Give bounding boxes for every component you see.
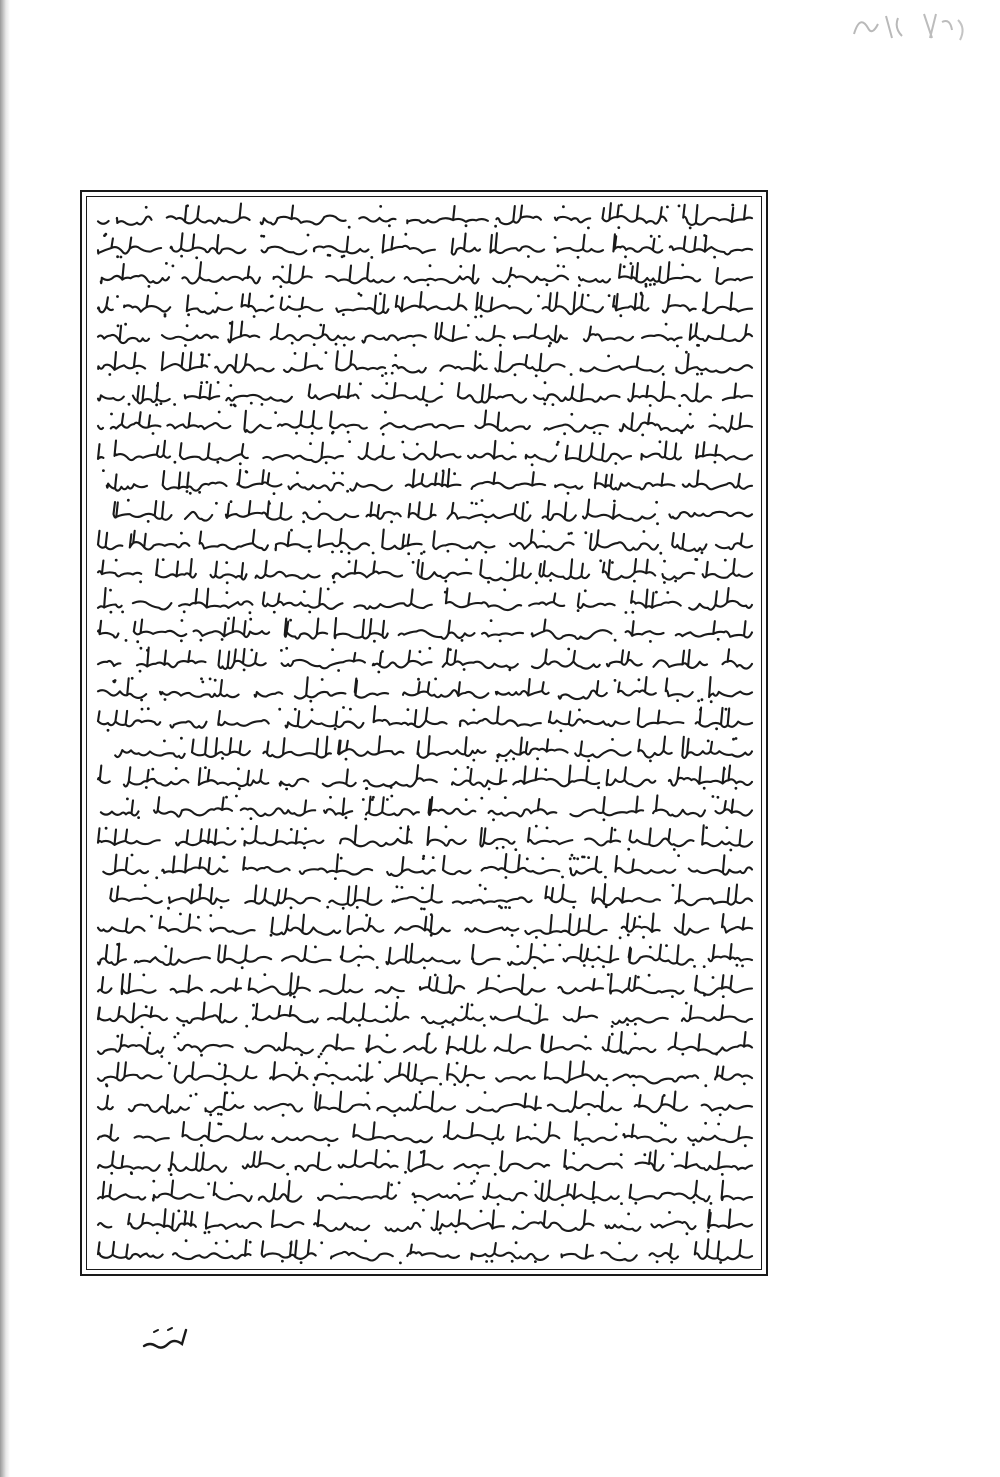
text-line <box>92 496 756 526</box>
line-ink <box>92 259 756 289</box>
text-line <box>92 999 756 1029</box>
text-line <box>92 1206 756 1236</box>
text-line <box>92 940 756 970</box>
text-line <box>92 437 756 467</box>
text-line <box>92 200 756 230</box>
text-line <box>92 318 756 348</box>
line-ink <box>92 1118 756 1148</box>
line-ink <box>92 289 756 319</box>
text-line <box>92 1177 756 1207</box>
text-line <box>92 822 756 852</box>
line-ink <box>92 703 756 733</box>
line-ink <box>92 1236 756 1266</box>
text-line <box>92 585 756 615</box>
line-ink <box>92 1029 756 1059</box>
line-ink <box>92 881 756 911</box>
line-ink <box>92 407 756 437</box>
text-line <box>92 674 756 704</box>
text-line <box>92 733 756 763</box>
line-ink <box>92 1088 756 1118</box>
text-line <box>92 1058 756 1088</box>
line-ink <box>92 1177 756 1207</box>
line-ink <box>92 466 756 496</box>
text-line <box>92 703 756 733</box>
binding-gutter-shadow <box>0 0 10 1477</box>
text-line <box>92 1029 756 1059</box>
line-ink <box>92 733 756 763</box>
folio-marks-drawing <box>846 4 976 50</box>
text-line <box>92 466 756 496</box>
text-line <box>92 407 756 437</box>
line-ink <box>92 230 756 260</box>
text-line <box>92 289 756 319</box>
text-line <box>92 970 756 1000</box>
text-line <box>92 348 756 378</box>
text-line <box>92 1147 756 1177</box>
line-ink <box>92 555 756 585</box>
text-line <box>92 1236 756 1266</box>
text-line <box>92 526 756 556</box>
text-line <box>92 230 756 260</box>
line-ink <box>92 526 756 556</box>
line-ink <box>92 348 756 378</box>
text-line <box>92 614 756 644</box>
text-line <box>92 1088 756 1118</box>
text-line <box>92 910 756 940</box>
text-line <box>92 378 756 408</box>
manuscript-text-block <box>92 200 756 1266</box>
text-line <box>92 851 756 881</box>
text-line <box>92 555 756 585</box>
line-ink <box>92 614 756 644</box>
line-ink <box>92 496 756 526</box>
line-ink <box>92 970 756 1000</box>
line-ink <box>92 940 756 970</box>
line-ink <box>92 792 756 822</box>
text-line <box>92 1118 756 1148</box>
line-ink <box>92 318 756 348</box>
line-ink <box>92 674 756 704</box>
line-ink <box>92 437 756 467</box>
text-line <box>92 881 756 911</box>
catchword <box>140 1318 190 1358</box>
line-ink <box>92 585 756 615</box>
line-ink <box>92 1058 756 1088</box>
text-line <box>92 792 756 822</box>
line-ink <box>92 378 756 408</box>
line-ink <box>92 1147 756 1177</box>
line-ink <box>92 999 756 1029</box>
line-ink <box>92 644 756 674</box>
line-ink <box>92 822 756 852</box>
line-ink <box>92 762 756 792</box>
text-line <box>92 259 756 289</box>
text-line <box>92 644 756 674</box>
line-ink <box>92 851 756 881</box>
line-ink <box>92 200 756 230</box>
catchword-ink <box>140 1318 190 1358</box>
line-ink <box>92 910 756 940</box>
line-ink <box>92 1206 756 1236</box>
folio-number-marks <box>846 4 976 50</box>
text-line <box>92 762 756 792</box>
